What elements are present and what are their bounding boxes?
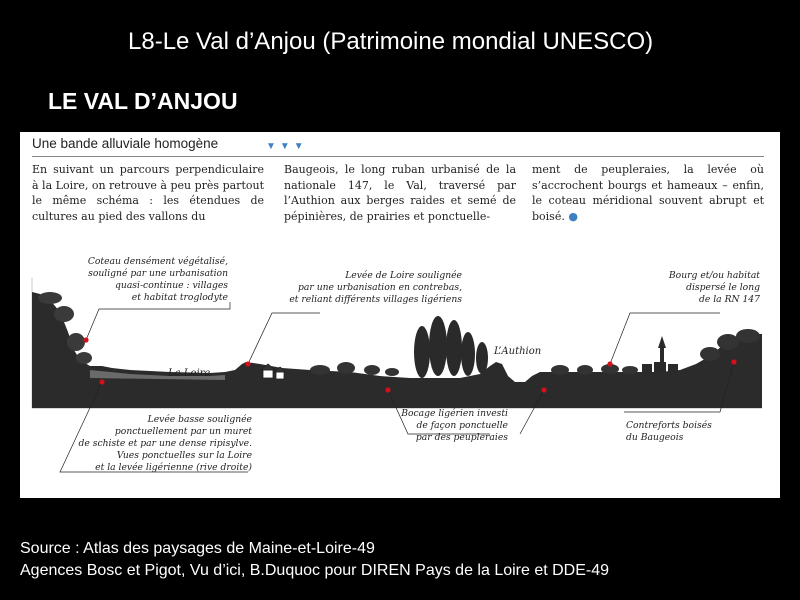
- annotation-line: par des peupleraies: [415, 432, 508, 443]
- section-title: LE VAL D’ANJOU: [48, 88, 238, 114]
- source-line-1: Source : Atlas des paysages de Maine-et-Loire-49: [20, 540, 375, 557]
- figure-panel: [20, 132, 780, 498]
- annotation-line: par une urbanisation en contrebas,: [298, 282, 462, 293]
- annotation-line: Levée de Loire soulignée: [345, 270, 462, 281]
- label-la-loire: La Loire: [168, 368, 211, 379]
- leader-levee-loire: [248, 313, 320, 364]
- text-column-1: En suivant un parcours perpendiculaire à la Loire, on retrouve à peu près partout le même schéma : les étendues de cultures au pied des vallons du: [32, 163, 264, 223]
- annotation-line: du Baugeois: [626, 432, 684, 443]
- annotation-contreforts: [626, 420, 712, 444]
- marker-contreforts: [731, 359, 736, 364]
- end-dot-icon: ●: [568, 209, 578, 223]
- marker-bocage-right: [541, 387, 546, 392]
- slide-title: L8-Le Val d’Anjou (Patrimoine mondial UNESCO): [128, 28, 654, 55]
- annotation-line: de schiste et par une dense ripisylve.: [78, 438, 252, 449]
- marker-levee-loire: [245, 361, 250, 366]
- annotation-line: quasi-continue : villages: [115, 280, 228, 291]
- annotation-line: Contreforts boisés: [626, 420, 712, 431]
- marker-bourg: [607, 361, 612, 366]
- marker-bocage-left: [385, 387, 390, 392]
- figure-heading: Une bande alluviale homogène: [32, 136, 219, 151]
- annotation-bourg: [669, 270, 760, 306]
- annotation-line: et habitat troglodyte: [131, 292, 228, 303]
- marker-levee-basse: [99, 379, 104, 384]
- annotation-line: Levée basse soulignée: [147, 414, 252, 425]
- annotation-levee-basse: [79, 414, 252, 474]
- annotation-line: dispersé le long: [686, 282, 760, 293]
- annotation-line: de façon ponctuelle: [416, 420, 508, 431]
- poplar-trees: [414, 316, 488, 378]
- bourg-village: [642, 336, 678, 372]
- source-credits: [20, 538, 609, 582]
- annotation-line: Bourg et/ou habitat: [668, 270, 760, 281]
- annotation-line: souligné par une urbanisation: [88, 268, 228, 279]
- annotation-line: et la levée ligérienne (rive droite): [95, 462, 252, 473]
- annotation-line: ponctuellement par un muret: [114, 426, 252, 437]
- leader-coteau: [86, 302, 230, 340]
- label-authion: L’Authion: [494, 346, 542, 357]
- annotation-line: de la RN 147: [699, 294, 760, 305]
- heading-triangle-icons: ▼▼▼: [266, 141, 308, 152]
- annotation-coteau: [88, 256, 228, 304]
- annotation-line: et reliant différents villages ligériens: [289, 294, 462, 305]
- text-column-2: Baugeois, le long ruban urbanisé de la nationale 147, le Val, traversé par l’Authion aux berges raides et semé de pépinières, de prairies et ponctuelle-: [284, 163, 516, 223]
- annotation-line: Bocage ligérien investi: [401, 408, 508, 419]
- annotation-line: Vues ponctuelles sur la Loire: [116, 450, 252, 461]
- terrain-profile: [32, 292, 762, 408]
- source-line-2: Agences Bosc et Pigot, Vu d’ici, B.Duquoc pour DIREN Pays de la Loire et DDE-49: [20, 562, 610, 579]
- text-column-3-text: ment de peupleraies, la levée où s’accrochent bourgs et hameaux – enfin, le coteau méridional souvent abrupt et boisé.: [532, 163, 764, 223]
- annotation-line: Coteau densément végétalisé,: [87, 256, 228, 267]
- annotation-bocage: [401, 408, 508, 444]
- annotation-levee-loire: [289, 270, 462, 306]
- marker-coteau: [83, 337, 88, 342]
